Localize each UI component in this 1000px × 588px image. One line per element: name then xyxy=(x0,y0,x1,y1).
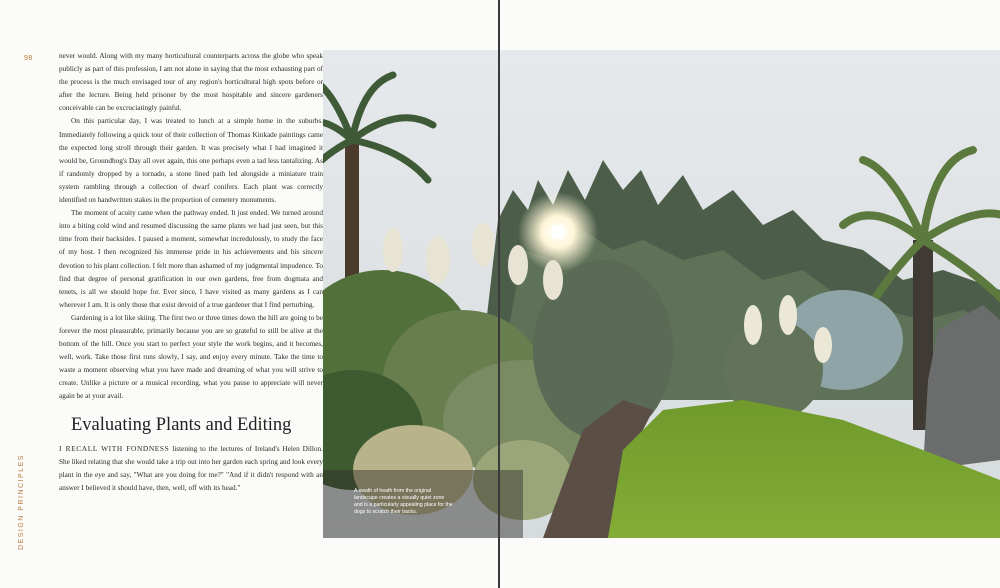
section-heading: Evaluating Plants and Editing xyxy=(71,414,292,435)
paragraph: never would. Along with my many horticultural counterparts across the globe who speak publicly as part of this profession, I am not alone in saying that the most exhausting part of the process is the much envisaged tour of any region's horticultural high spots before or after the lecture. Being held prisoner by the most hospitable and sincere gardeners conceivable can be excruciatingly painful. xyxy=(59,52,323,113)
page-number: 98 xyxy=(24,55,33,62)
garden-illustration xyxy=(323,50,1000,538)
body-text-column xyxy=(59,50,323,495)
section-lead-in: I RECALL WITH FONDNESS xyxy=(59,443,170,453)
page-gutter xyxy=(498,0,500,588)
paragraph: The moment of acuity came when the pathway ended. It just ended. We turned around into a biting cold wind and resumed discussing the same plants we had just seen, but this time from their backsides. I paused a moment, somewhat incredulously, to study the face of my host. I then recognized his immense pride in his achievements and his sincere devotion to his plant collection. I felt more than ashamed of my judgmental impudence. To find that degree of personal gratification in our own gardens, free from dogmata and tenets, is all we should hope for. Ever since, I have visited as many gardens as I can wherever I am. It is only those that exist devoid of a true gardener that I find perturbing. xyxy=(59,209,323,309)
section-paragraph xyxy=(59,442,323,495)
paragraph: On this particular day, I was treated to lunch at a simple home in the suburbs. Immediately following a quick tour of their collection of Thomas Kinkade paintings came the expected long stroll through their garden. It was precisely what I had imagined it would be, Groundhog's Day all over again, this one perhaps even a tad less tantalizing. As if randomly dropped by a tornado, a stone lined path led alongside a miniature train system rambling through a collection of dwarf conifers. Each plant was correctly identified on handwritten stakes in the proportion of cemetery monuments. xyxy=(59,117,323,205)
garden-photo xyxy=(323,50,1000,538)
running-head: DESIGN PRINCIPLES xyxy=(18,454,25,550)
section-text: listening to the lectures of Ireland's Helen Dillon. She liked relating that she would take a trip out into her garden each spring and look every plant in the eye and say, "What are you doing for me?" "And if it didn't respond with an answer I believed it should have, then, well, off with its head." xyxy=(59,444,323,492)
paragraph: Gardening is a lot like skiing. The first two or three times down the hill are going to be forever the most pleasurable, primarily because you are so grateful to still be alive at the bottom of the hill. Once you start to perfect your style the work begins, and it becomes, well, work. Take those first runs slowly, I say, and enjoy every minute. Take the time to waste a moment observing what you have made and dreaming of what you will strive to create. Unlike a picture or a musical recording, what you pause to appreciate will never again be at your avail. xyxy=(59,313,323,401)
photo-caption: A swath of heath from the original landscape creates a visually quiet zone and is a particularly appealing place for the dogs to scratch their backs. xyxy=(354,488,453,515)
